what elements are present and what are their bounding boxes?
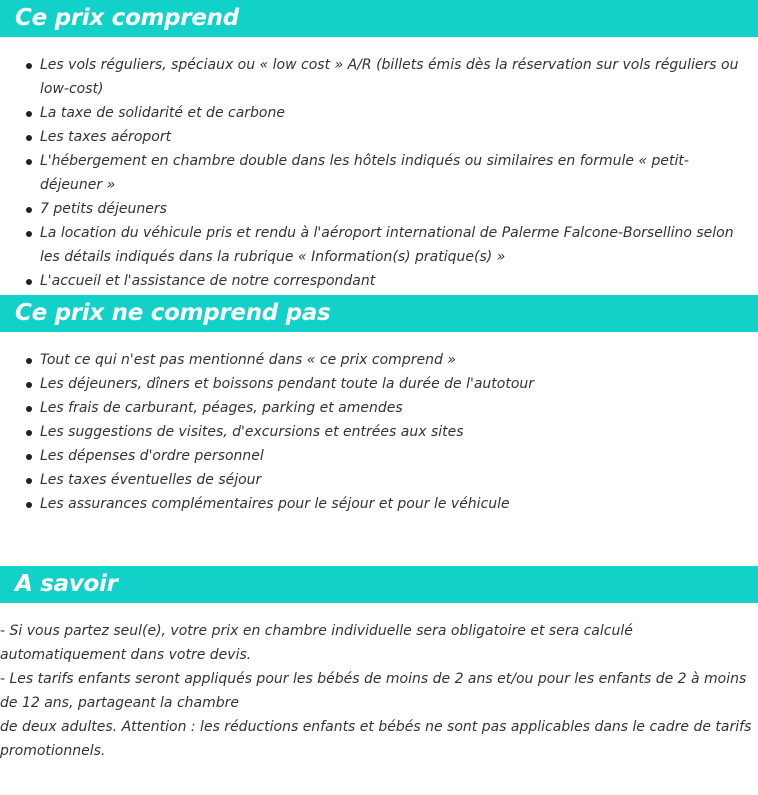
list-item: L'accueil et l'assistance de notre correspondant bbox=[0, 269, 750, 293]
bullet-icon bbox=[26, 382, 32, 388]
excludes-title: Ce prix ne comprend pas bbox=[15, 300, 331, 326]
list-item: Les taxes éventuelles de séjour bbox=[0, 468, 750, 492]
list-item: La taxe de solidarité et de carbone bbox=[0, 101, 750, 125]
list-item: L'hébergement en chambre double dans les hôtels indiqués ou similaires en formule « petit-déjeuner » bbox=[0, 149, 750, 197]
bullet-icon bbox=[26, 358, 32, 364]
bullet-icon bbox=[26, 454, 32, 460]
list-item: 7 petits déjeuners bbox=[0, 197, 750, 221]
bullet-icon bbox=[26, 478, 32, 484]
list-item: La location du véhicule pris et rendu à l'aéroport international de Palerme Falcone-Borsellino selon les détails indiqués dans la rubrique « Information(s) pratique(s) » bbox=[0, 221, 750, 269]
bullet-icon bbox=[26, 279, 32, 285]
list-item: Les assurances complémentaires pour le séjour et pour le véhicule bbox=[0, 492, 750, 516]
list-item: Les frais de carburant, péages, parking et amendes bbox=[0, 396, 750, 420]
bullet-icon bbox=[26, 111, 32, 117]
excludes-list bbox=[0, 348, 750, 516]
bullet-icon bbox=[26, 63, 32, 69]
bullet-icon bbox=[26, 135, 32, 141]
includes-list bbox=[0, 53, 750, 293]
savoir-paragraph: - Si vous partez seul(e), votre prix en chambre individuelle sera obligatoire et sera calculé automatiquement dans votre devis. bbox=[0, 623, 633, 663]
savoir-header bbox=[0, 566, 758, 603]
list-item: Les dépenses d'ordre personnel bbox=[0, 444, 750, 468]
bullet-icon bbox=[26, 430, 32, 436]
bullet-icon bbox=[26, 207, 32, 213]
bullet-icon bbox=[26, 406, 32, 412]
savoir-title: A savoir bbox=[15, 571, 118, 597]
excludes-header bbox=[0, 295, 758, 332]
includes-title: Ce prix comprend bbox=[15, 5, 239, 31]
list-item: Les déjeuners, dîners et boissons pendant toute la durée de l'autotour bbox=[0, 372, 750, 396]
list-item: Les suggestions de visites, d'excursions et entrées aux sites bbox=[0, 420, 750, 444]
list-item: Les vols réguliers, spéciaux ou « low cost » A/R (billets émis dès la réservation sur vols réguliers ou low-cost) bbox=[0, 53, 750, 101]
bullet-icon bbox=[26, 502, 32, 508]
list-item: Tout ce qui n'est pas mentionné dans « ce prix comprend » bbox=[0, 348, 750, 372]
savoir-text bbox=[0, 619, 756, 763]
bullet-icon bbox=[26, 231, 32, 237]
list-item: Les taxes aéroport bbox=[0, 125, 750, 149]
savoir-paragraph: de deux adultes. Attention : les réductions enfants et bébés ne sont pas applicables dans le cadre de tarifs promotionnels. bbox=[0, 719, 752, 759]
savoir-paragraph: - Les tarifs enfants seront appliqués pour les bébés de moins de 2 ans et/ou pour les enfants de 2 à moins de 12 ans, partageant la chambre bbox=[0, 671, 747, 711]
includes-header bbox=[0, 0, 758, 37]
bullet-icon bbox=[26, 159, 32, 165]
